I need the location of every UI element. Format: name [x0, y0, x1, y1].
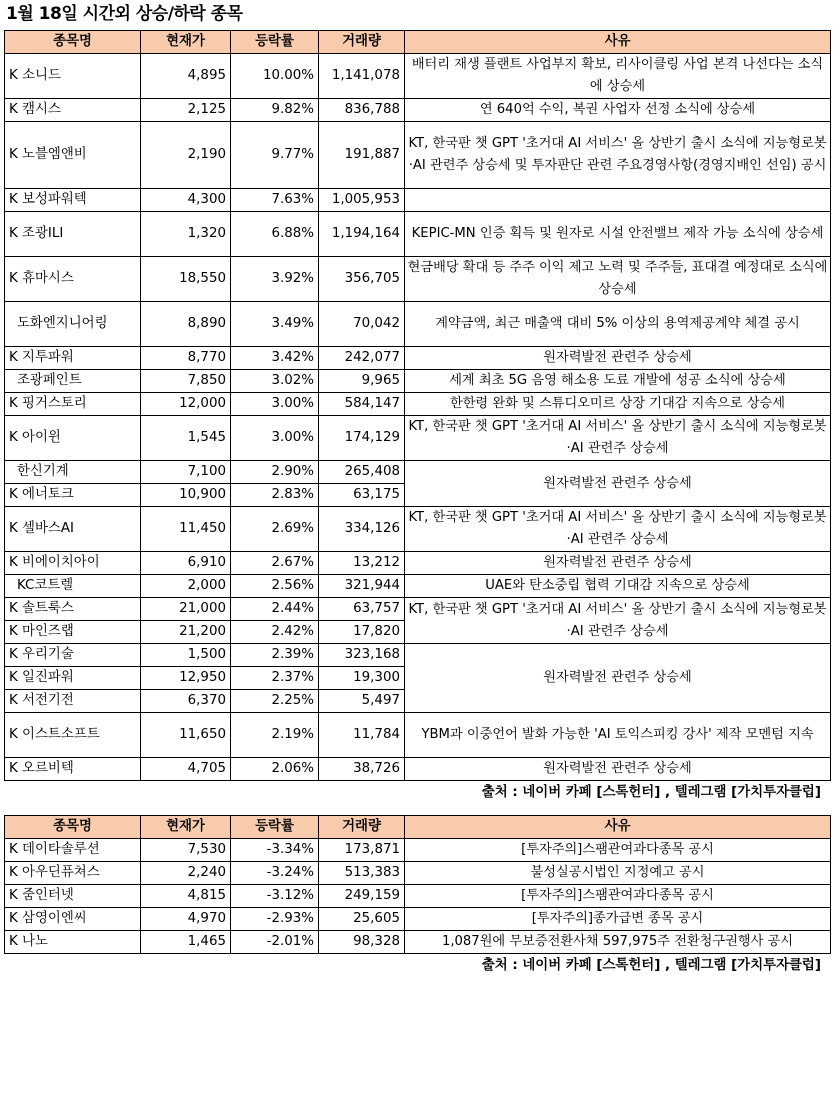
table-row	[5, 257, 831, 302]
stock-name: K 보성파워텍	[5, 189, 141, 212]
stock-reason: 원자력발전 관련주 상승세	[405, 461, 831, 507]
stock-reason: 원자력발전 관련주 상승세	[405, 347, 831, 370]
table-row	[5, 598, 831, 621]
stock-name: K 아우딘퓨쳐스	[5, 862, 141, 885]
header-volume: 거래량	[319, 816, 405, 839]
stock-name: K 캠시스	[5, 99, 141, 122]
header-name: 종목명	[5, 816, 141, 839]
source-note: 출처 : 네이버 카페 [스톡헌터] , 텔레그램 [가치투자클럽]	[481, 785, 821, 800]
stock-volume: 11,784	[319, 713, 405, 758]
stock-reason: 연 640억 수익, 복권 사업자 선정 소식에 상승세	[405, 99, 831, 122]
stock-price: 4,895	[141, 54, 231, 99]
stock-price: 1,545	[141, 416, 231, 461]
stock-volume: 321,944	[319, 575, 405, 598]
stock-reason: 배터리 재생 플랜트 사업부지 확보, 리사이클링 사업 본격 나선다는 소식에 상승세	[405, 54, 831, 99]
stock-name: 조광페인트	[5, 370, 141, 393]
stock-reason: KT, 한국판 챗 GPT '초거대 AI 서비스' 올 상반기 출시 소식에 지능형로봇·AI 관련주 상승세 및 투자판단 관련 주요경영사항(경영지배인 선임) 공시	[405, 122, 831, 189]
stock-price: 21,200	[141, 621, 231, 644]
stock-rate: 2.69%	[231, 507, 319, 552]
stock-price: 2,125	[141, 99, 231, 122]
stock-name: K 노블엠앤비	[5, 122, 141, 189]
table-header-row	[5, 816, 831, 839]
stock-name: K 줌인터넷	[5, 885, 141, 908]
stock-rate: 2.39%	[231, 644, 319, 667]
stock-name: K 에너토크	[5, 484, 141, 507]
stock-volume: 173,871	[319, 839, 405, 862]
stock-price: 1,500	[141, 644, 231, 667]
stock-price: 7,100	[141, 461, 231, 484]
table-row	[5, 713, 831, 758]
stock-name: 한신기계	[5, 461, 141, 484]
stock-price: 6,370	[141, 690, 231, 713]
stock-name: K 삼영이엔씨	[5, 908, 141, 931]
stock-volume: 323,168	[319, 644, 405, 667]
stock-name: K 오르비텍	[5, 758, 141, 781]
stock-volume: 17,820	[319, 621, 405, 644]
stock-rate: 2.83%	[231, 484, 319, 507]
stock-name: K 이스트소프트	[5, 713, 141, 758]
table-row	[5, 99, 831, 122]
stock-price: 11,450	[141, 507, 231, 552]
table-row	[5, 416, 831, 461]
stock-reason: UAE와 탄소중립 협력 기대감 지속으로 상승세	[405, 575, 831, 598]
stock-price: 2,240	[141, 862, 231, 885]
stock-reason: 원자력발전 관련주 상승세	[405, 758, 831, 781]
stock-volume: 19,300	[319, 667, 405, 690]
stock-price: 4,970	[141, 908, 231, 931]
stock-name: K 우리기술	[5, 644, 141, 667]
stock-rate: 2.90%	[231, 461, 319, 484]
table-row	[5, 644, 831, 667]
table-row	[5, 212, 831, 257]
header-reason: 사유	[405, 31, 831, 54]
stock-volume: 1,005,953	[319, 189, 405, 212]
table-row	[5, 122, 831, 189]
stock-name: K 소니드	[5, 54, 141, 99]
stock-rate: -2.01%	[231, 931, 319, 954]
header-reason: 사유	[405, 816, 831, 839]
stock-rate: 2.25%	[231, 690, 319, 713]
header-volume: 거래량	[319, 31, 405, 54]
stock-rate: -3.12%	[231, 885, 319, 908]
stock-volume: 174,129	[319, 416, 405, 461]
stock-rate: 3.49%	[231, 302, 319, 347]
stock-name: K 데이타솔루션	[5, 839, 141, 862]
stock-volume: 1,194,164	[319, 212, 405, 257]
table-header-row	[5, 31, 831, 54]
stock-price: 8,890	[141, 302, 231, 347]
stock-rate: 7.63%	[231, 189, 319, 212]
stock-reason	[405, 189, 831, 212]
stock-reason: KT, 한국판 챗 GPT '초거대 AI 서비스' 올 상반기 출시 소식에 지능형로봇·AI 관련주 상승세	[405, 507, 831, 552]
stock-rate: 3.02%	[231, 370, 319, 393]
stock-name: K 서전기전	[5, 690, 141, 713]
stock-rate: 2.42%	[231, 621, 319, 644]
stock-reason: YBM과 이중언어 발화 가능한 'AI 토익스피킹 강사' 제작 모멘텀 지속	[405, 713, 831, 758]
table-row	[5, 862, 831, 885]
stock-volume: 191,887	[319, 122, 405, 189]
stock-reason: [투자주의]스팸관여과다종목 공시	[405, 839, 831, 862]
stock-volume: 13,212	[319, 552, 405, 575]
table-row	[5, 908, 831, 931]
stock-reason: 원자력발전 관련주 상승세	[405, 644, 831, 713]
stock-rate: -3.24%	[231, 862, 319, 885]
stock-name: K 휴마시스	[5, 257, 141, 302]
stock-rate: 3.42%	[231, 347, 319, 370]
header-price: 현재가	[141, 31, 231, 54]
stock-reason: 계약금액, 최근 매출액 대비 5% 이상의 용역제공계약 체결 공시	[405, 302, 831, 347]
stock-rate: 10.00%	[231, 54, 319, 99]
stock-price: 6,910	[141, 552, 231, 575]
stock-reason: KT, 한국판 챗 GPT '초거대 AI 서비스' 올 상반기 출시 소식에 지능형로봇·AI 관련주 상승세	[405, 598, 831, 644]
table-row	[5, 302, 831, 347]
stock-volume: 242,077	[319, 347, 405, 370]
stock-reason: [투자주의]스팸관여과다종목 공시	[405, 885, 831, 908]
stock-reason: 현금배당 확대 등 주주 이익 제고 노력 및 주주들, 표대결 예정대로 소식에 상승세	[405, 257, 831, 302]
stock-rate: 6.88%	[231, 212, 319, 257]
falling-stocks-table	[4, 815, 831, 954]
stock-volume: 1,141,078	[319, 54, 405, 99]
rising-stocks-table	[4, 30, 831, 781]
stock-name: K 아이윈	[5, 416, 141, 461]
table-row	[5, 347, 831, 370]
stock-name: KC코트렐	[5, 575, 141, 598]
table-row	[5, 758, 831, 781]
stock-reason: 원자력발전 관련주 상승세	[405, 552, 831, 575]
stock-price: 18,550	[141, 257, 231, 302]
stock-name: K 마인즈랩	[5, 621, 141, 644]
stock-name: K 셀바스AI	[5, 507, 141, 552]
source-note: 출처 : 네이버 카페 [스톡헌터] , 텔레그램 [가치투자클럽]	[481, 958, 821, 973]
stock-volume: 63,757	[319, 598, 405, 621]
stock-rate: 9.77%	[231, 122, 319, 189]
stock-volume: 334,126	[319, 507, 405, 552]
stock-rate: 3.00%	[231, 416, 319, 461]
stock-price: 7,850	[141, 370, 231, 393]
stock-volume: 265,408	[319, 461, 405, 484]
stock-volume: 25,605	[319, 908, 405, 931]
stock-price: 4,815	[141, 885, 231, 908]
table-row	[5, 189, 831, 212]
stock-price: 8,770	[141, 347, 231, 370]
stock-price: 1,320	[141, 212, 231, 257]
stock-rate: 3.00%	[231, 393, 319, 416]
stock-volume: 356,705	[319, 257, 405, 302]
stock-rate: -2.93%	[231, 908, 319, 931]
stock-name: K 솔트룩스	[5, 598, 141, 621]
stock-volume: 5,497	[319, 690, 405, 713]
stock-volume: 98,328	[319, 931, 405, 954]
stock-volume: 9,965	[319, 370, 405, 393]
stock-reason: 1,087원에 무보증전환사채 597,975주 전환청구권행사 공시	[405, 931, 831, 954]
stock-price: 1,465	[141, 931, 231, 954]
stock-name: K 조광ILI	[5, 212, 141, 257]
stock-price: 4,705	[141, 758, 231, 781]
stock-name: K 지투파워	[5, 347, 141, 370]
header-price: 현재가	[141, 816, 231, 839]
stock-price: 10,900	[141, 484, 231, 507]
stock-reason: [투자주의]종가급변 종목 공시	[405, 908, 831, 931]
stock-price: 11,650	[141, 713, 231, 758]
stock-reason: 한한령 완화 및 스튜디오미르 상장 기대감 지속으로 상승세	[405, 393, 831, 416]
header-rate: 등락률	[231, 816, 319, 839]
stock-name: K 비에이치아이	[5, 552, 141, 575]
stock-reason: 세계 최초 5G 음영 해소용 도료 개발에 성공 소식에 상승세	[405, 370, 831, 393]
stock-volume: 63,175	[319, 484, 405, 507]
stock-rate: -3.34%	[231, 839, 319, 862]
stock-price: 12,950	[141, 667, 231, 690]
stock-price: 21,000	[141, 598, 231, 621]
table-row	[5, 54, 831, 99]
stock-reason: 불성실공시법인 지정예고 공시	[405, 862, 831, 885]
stock-rate: 2.37%	[231, 667, 319, 690]
stock-rate: 3.92%	[231, 257, 319, 302]
stock-reason: KEPIC-MN 인증 획득 및 원자로 시설 안전밸브 제작 가능 소식에 상승세	[405, 212, 831, 257]
stock-price: 12,000	[141, 393, 231, 416]
stock-rate: 2.19%	[231, 713, 319, 758]
table-row	[5, 839, 831, 862]
table-row	[5, 507, 831, 552]
table-row	[5, 552, 831, 575]
stock-price: 4,300	[141, 189, 231, 212]
stock-volume: 584,147	[319, 393, 405, 416]
stock-rate: 2.56%	[231, 575, 319, 598]
stock-price: 2,190	[141, 122, 231, 189]
table-row	[5, 885, 831, 908]
table-row	[5, 393, 831, 416]
stock-name: 도화엔지니어링	[5, 302, 141, 347]
stock-price: 7,530	[141, 839, 231, 862]
stock-volume: 513,383	[319, 862, 405, 885]
stock-rate: 2.44%	[231, 598, 319, 621]
stock-volume: 249,159	[319, 885, 405, 908]
header-rate: 등락률	[231, 31, 319, 54]
stock-reason: KT, 한국판 챗 GPT '초거대 AI 서비스' 올 상반기 출시 소식에 지능형로봇·AI 관련주 상승세	[405, 416, 831, 461]
stock-volume: 38,726	[319, 758, 405, 781]
stock-rate: 2.06%	[231, 758, 319, 781]
page-title: 1월 18일 시간외 상승/하락 종목	[6, 4, 243, 24]
stock-price: 2,000	[141, 575, 231, 598]
stock-name: K 일진파워	[5, 667, 141, 690]
stock-rate: 9.82%	[231, 99, 319, 122]
table-row	[5, 931, 831, 954]
table-row	[5, 575, 831, 598]
stock-name: K 나노	[5, 931, 141, 954]
table-row	[5, 461, 831, 484]
stock-volume: 836,788	[319, 99, 405, 122]
table-row	[5, 370, 831, 393]
stock-name: K 핑거스토리	[5, 393, 141, 416]
header-name: 종목명	[5, 31, 141, 54]
stock-volume: 70,042	[319, 302, 405, 347]
stock-rate: 2.67%	[231, 552, 319, 575]
